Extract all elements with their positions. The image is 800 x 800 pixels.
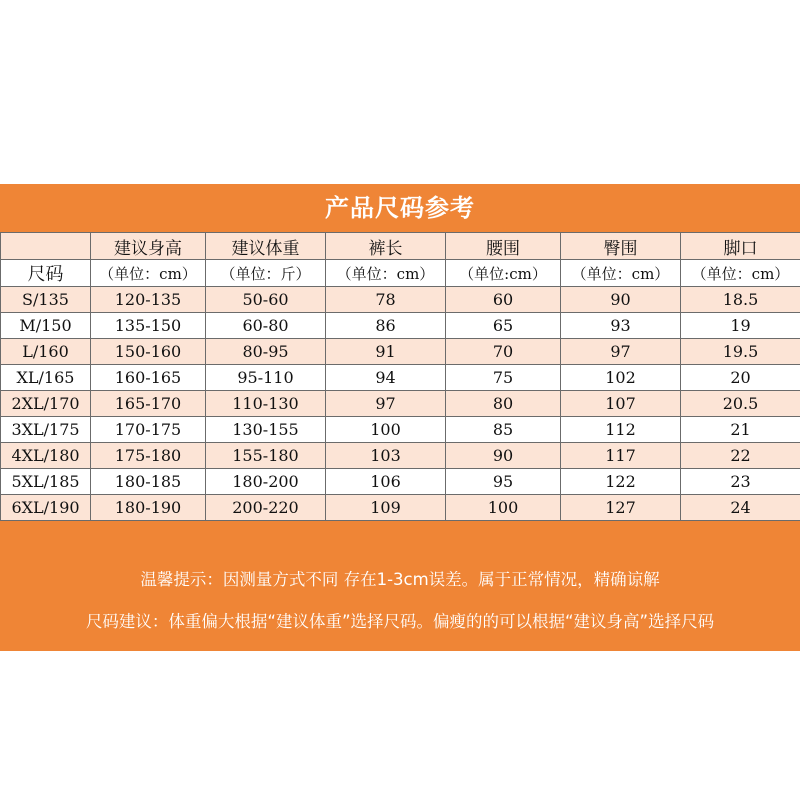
- header-cell: 臀围: [561, 233, 681, 260]
- table-cell: S/135: [1, 287, 91, 313]
- table-cell: XL/165: [1, 365, 91, 391]
- chart-title: 产品尺码参考: [325, 194, 475, 222]
- header-cell: 尺码: [1, 260, 91, 287]
- header-cell: 建议身高: [91, 233, 206, 260]
- table-row: [1, 365, 800, 391]
- size-chart: [0, 184, 800, 651]
- table-cell: 100: [326, 417, 446, 443]
- table-row: [1, 443, 800, 469]
- table-cell: 200-220: [206, 495, 326, 521]
- table-cell: 50-60: [206, 287, 326, 313]
- header-cell: （单位：斤）: [206, 260, 326, 287]
- header-cell: （单位：cm）: [326, 260, 446, 287]
- table-cell: 165-170: [91, 391, 206, 417]
- table-cell: 60-80: [206, 313, 326, 339]
- table-cell: 75: [446, 365, 561, 391]
- table-cell: 102: [561, 365, 681, 391]
- table-row: [1, 287, 800, 313]
- table-cell: 90: [446, 443, 561, 469]
- table-cell: 180-200: [206, 469, 326, 495]
- header-row-units: [1, 260, 800, 287]
- header-cell: [1, 233, 91, 260]
- table-cell: 135-150: [91, 313, 206, 339]
- table-cell: 85: [446, 417, 561, 443]
- table-cell: 3XL/175: [1, 417, 91, 443]
- table-cell: 160-165: [91, 365, 206, 391]
- table-row: [1, 495, 800, 521]
- table-cell: 100: [446, 495, 561, 521]
- table-cell: 127: [561, 495, 681, 521]
- header-cell: （单位：cm）: [561, 260, 681, 287]
- header-row-labels: [1, 233, 800, 260]
- table-cell: 103: [326, 443, 446, 469]
- table-cell: 180-185: [91, 469, 206, 495]
- header-cell: （单位：cm）: [681, 260, 800, 287]
- table-cell: 21: [681, 417, 800, 443]
- table-cell: 150-160: [91, 339, 206, 365]
- table-cell: 107: [561, 391, 681, 417]
- header-cell: 腰围: [446, 233, 561, 260]
- table-cell: 78: [326, 287, 446, 313]
- table-row: [1, 391, 800, 417]
- table-cell: 95: [446, 469, 561, 495]
- table-cell: 112: [561, 417, 681, 443]
- table-cell: 80: [446, 391, 561, 417]
- measurement-tip: 温馨提示：因测量方式不同 存在1-3cm误差。属于正常情况，精确谅解: [140, 570, 660, 589]
- table-cell: 19: [681, 313, 800, 339]
- table-cell: 110-130: [206, 391, 326, 417]
- table-cell: 106: [326, 469, 446, 495]
- table-cell: 122: [561, 469, 681, 495]
- table-cell: 95-110: [206, 365, 326, 391]
- table-cell: 24: [681, 495, 800, 521]
- table-cell: 90: [561, 287, 681, 313]
- table-row: [1, 417, 800, 443]
- table-cell: 20.5: [681, 391, 800, 417]
- table-cell: 94: [326, 365, 446, 391]
- table-cell: 86: [326, 313, 446, 339]
- table-row: [1, 339, 800, 365]
- table-cell: 2XL/170: [1, 391, 91, 417]
- table-cell: 22: [681, 443, 800, 469]
- header-cell: （单位：cm）: [91, 260, 206, 287]
- size-advice: 尺码建议：体重偏大根据“建议体重”选择尺码。偏瘦的的可以根据“建议身高”选择尺码: [85, 612, 715, 631]
- table-cell: 60: [446, 287, 561, 313]
- table-cell: 91: [326, 339, 446, 365]
- table-cell: 19.5: [681, 339, 800, 365]
- header-cell: 建议体重: [206, 233, 326, 260]
- table-cell: 155-180: [206, 443, 326, 469]
- table-cell: 130-155: [206, 417, 326, 443]
- table-row: [1, 469, 800, 495]
- table-cell: 23: [681, 469, 800, 495]
- size-table: [0, 232, 800, 521]
- table-cell: 170-175: [91, 417, 206, 443]
- table-cell: 109: [326, 495, 446, 521]
- table-cell: 93: [561, 313, 681, 339]
- header-cell: 脚口: [681, 233, 800, 260]
- table-cell: L/160: [1, 339, 91, 365]
- table-row: [1, 313, 800, 339]
- header-cell: （单位:cm）: [446, 260, 561, 287]
- table-cell: M/150: [1, 313, 91, 339]
- table-cell: 117: [561, 443, 681, 469]
- table-cell: 175-180: [91, 443, 206, 469]
- table-cell: 18.5: [681, 287, 800, 313]
- table-cell: 20: [681, 365, 800, 391]
- table-cell: 70: [446, 339, 561, 365]
- table-cell: 80-95: [206, 339, 326, 365]
- table-cell: 6XL/190: [1, 495, 91, 521]
- table-cell: 97: [561, 339, 681, 365]
- table-cell: 180-190: [91, 495, 206, 521]
- table-cell: 97: [326, 391, 446, 417]
- table-cell: 4XL/180: [1, 443, 91, 469]
- table-cell: 5XL/185: [1, 469, 91, 495]
- table-cell: 65: [446, 313, 561, 339]
- header-cell: 裤长: [326, 233, 446, 260]
- table-cell: 120-135: [91, 287, 206, 313]
